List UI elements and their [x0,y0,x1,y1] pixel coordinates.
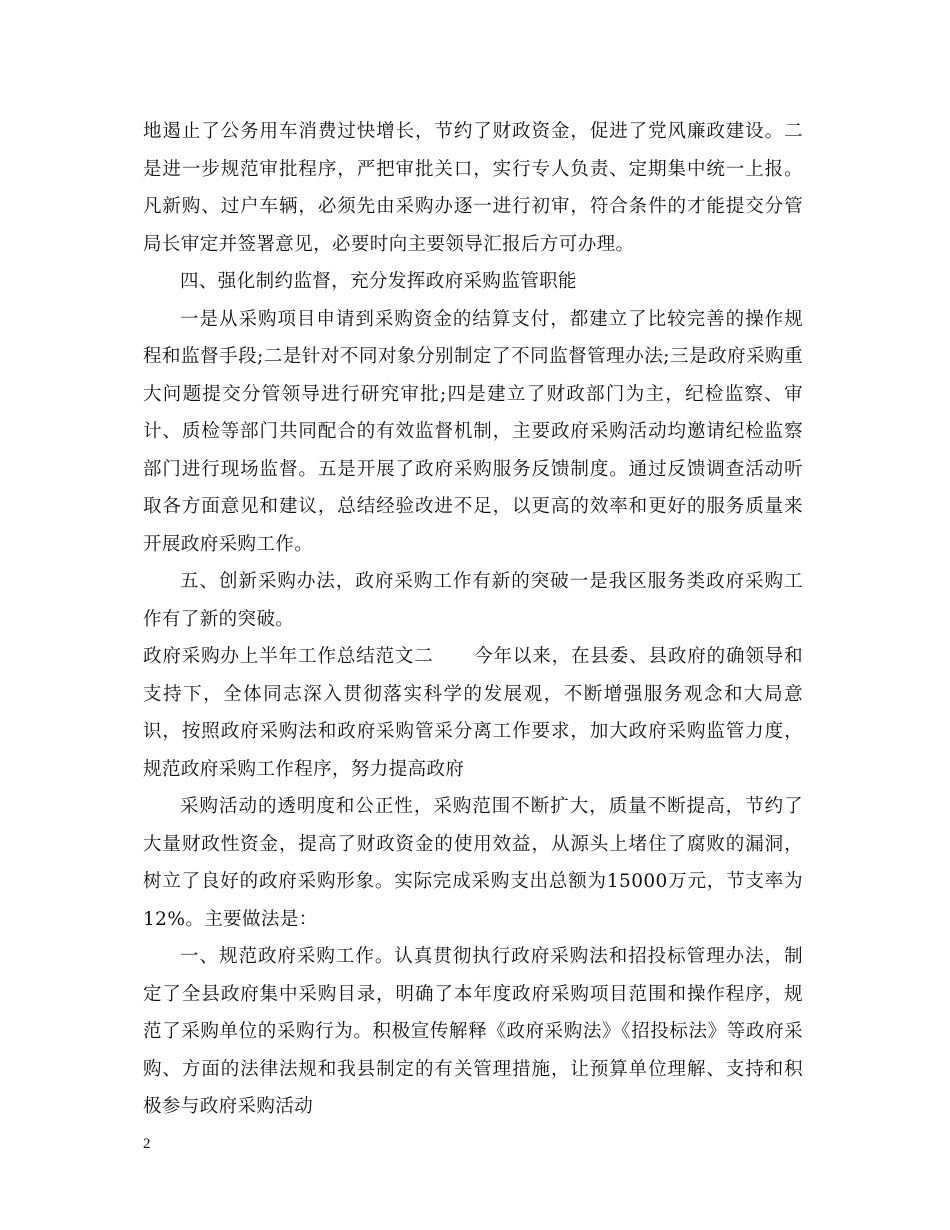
paragraph-6: 采购活动的透明度和公正性，采购范围不断扩大，质量不断提高，节约了大量财政性资金，提高了财政资金的使用效益，从源头上堵住了腐败的漏洞，树立了良好的政府采购形象。实际完成采购支出总额为15000万元，节支率为12%。主要做法是： [143,796,803,930]
page-number: 2 [143,1136,151,1152]
document-page [143,113,803,1126]
paragraph-7: 一、规范政府采购工作。认真贯彻执行政府采购法和招投标管理办法，制定了全县政府集中采购目录，明确了本年度政府采购项目范围和操作程序，规范了采购单位的采购行为。积极宣传解释《政府采购法》《招投标法》等政府采购、方面的法律法规和我县制定的有关管理措施，让预算单位理解、支持和积极参与政府采购活动 [143,946,803,1117]
paragraph-3: 一是从采购项目申请到采购资金的结算支付，都建立了比较完善的操作规程和监督手段;二是针对不同对象分别制定了不同监督管理办法;三是政府采购重大问题提交分管领导进行研究审批;四是建立了财政部门为主，纪检监察、审计、质检等部门共同配合的有效监督机制，主要政府采购活动均邀请纪检监察部门进行现场监督。五是开展了政府采购服务反馈制度。通过反馈调查活动听取各方面意见和建议，总结经验改进不足，以更高的效率和更好的服务质量来开展政府采购工作。 [143,308,803,555]
article-title: 政府采购办上半年工作总结范文二 [143,646,434,667]
paragraph-1: 地遏止了公务用车消费过快增长，节约了财政资金，促进了党风廉政建设。二是进一步规范审批程序，严把审批关口，实行专人负责、定期集中统一上报。凡新购、过户车辆，必须先由采购办逐一进行初审，符合条件的才能提交分管局长审定并签署意见，必要时向主要领导汇报后方可办理。 [143,121,803,255]
article-intro-text: 今年以来，在县委、县政府的确领导和支持下，全体同志深入贯彻落实科学的发展观，不断增强服务观念和大局意识，按照政府采购法和政府采购管采分离工作要求，加大政府采购监管力度，规范政府采购工作程序，努力提高政府 [143,646,803,780]
paragraph-5 [143,638,803,788]
section-heading-4: 四、强化制约监督，充分发挥政府采购监管职能 [180,271,577,292]
section-heading-5: 五、创新采购办法，政府采购工作有新的突破一是我区服务类政府采购工作有了新的突破。 [143,571,803,630]
